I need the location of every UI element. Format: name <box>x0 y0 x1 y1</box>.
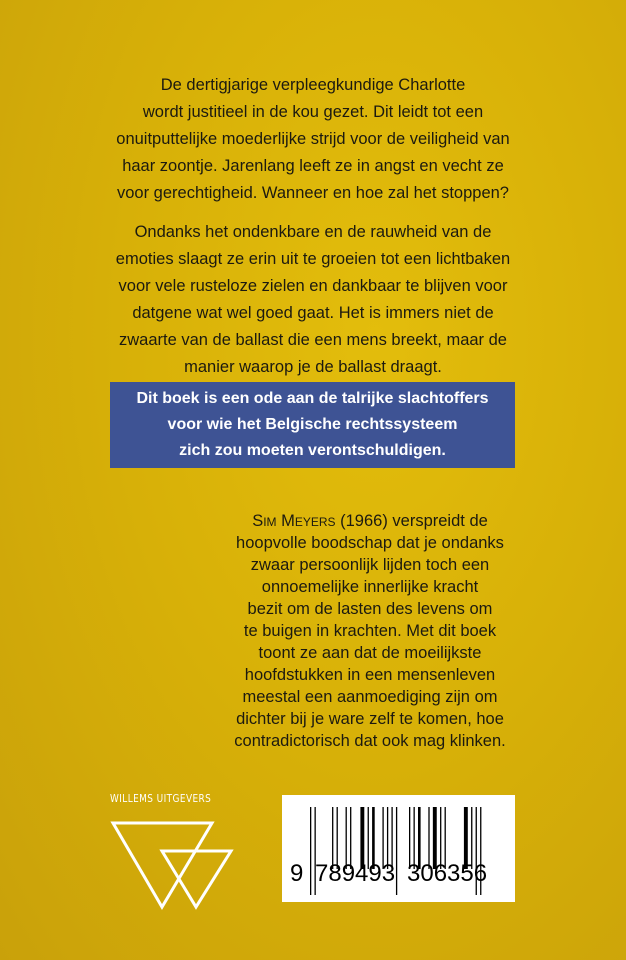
author-bio <box>205 510 535 752</box>
synopsis-paragraph-2 <box>95 219 531 381</box>
text-line: contradictorisch dat ook mag klinken. <box>234 732 506 750</box>
text-line: emoties slaagt ze erin uit te groeien tot een lichtbaken <box>115 250 511 268</box>
text-line: te buigen in krachten. Met dit boek <box>243 622 497 640</box>
text-line: onnoemelijke innerlijke kracht <box>261 578 479 596</box>
barcode-bar <box>396 807 397 895</box>
barcode-bar <box>310 807 311 895</box>
barcode-digits-left: 789493 <box>315 860 396 887</box>
text-line: De dertigjarige verpleegkundige Charlotte <box>160 76 466 94</box>
text-line: haar zoontje. Jarenlang leeft ze in angst en vecht ze <box>122 157 504 175</box>
barcode-digit-prefix: 9 <box>290 860 304 887</box>
quote-line: Dit boek is een ode aan de talrijke slachtoffers <box>136 390 489 407</box>
text-line: voor gerechtigheid. Wanneer en hoe zal het stoppen? <box>117 184 509 202</box>
text-line: hoopvolle boodschap dat je ondanks <box>236 534 504 552</box>
text-line: meestal een aanmoediging zijn om <box>242 688 498 706</box>
text-line: hoofdstukken in een mensenleven <box>244 666 496 684</box>
author-name: Sim Meyers <box>252 512 336 530</box>
text-line: manier waarop je de ballast draagt. <box>184 358 442 376</box>
text-line: bezit om de lasten des levens om <box>247 600 493 618</box>
quote-line: voor wie het Belgische rechtssysteem <box>167 416 458 433</box>
text-line: toont ze aan dat de moeilijkste <box>258 644 482 662</box>
text-line: Ondanks het ondenkbare en de rauwheid van de <box>134 223 492 241</box>
text-line: voor vele rusteloze zielen en dankbaar te blijven voor <box>118 277 508 295</box>
highlight-quote-box <box>110 382 515 468</box>
synopsis-paragraph-1 <box>95 72 531 207</box>
quote-line: zich zou moeten verontschuldigen. <box>179 442 446 459</box>
publisher-logo <box>110 793 240 913</box>
text-line: zwaarte van de ballast die een mens breekt, maar de <box>119 331 507 349</box>
text-line: dichter bij je ware zelf te komen, hoe <box>236 710 504 728</box>
publisher-name: WILLEMS UITGEVERS <box>110 793 212 805</box>
triangle-logo-icon <box>110 811 240 921</box>
isbn-barcode <box>282 795 515 902</box>
text-line: zwaar persoonlijk lijden toch een <box>250 556 490 574</box>
text-line: onuitputtelijke moederlijke strijd voor de veiligheid van <box>116 130 510 148</box>
barcode-digits-right: 306356 <box>407 860 488 887</box>
text-line: wordt justitieel in de kou gezet. Dit leidt tot een <box>142 103 484 121</box>
text-line: datgene wat wel goed gaat. Het is immers niet de <box>132 304 494 322</box>
text-line: (1966) verspreidt de <box>335 512 488 530</box>
